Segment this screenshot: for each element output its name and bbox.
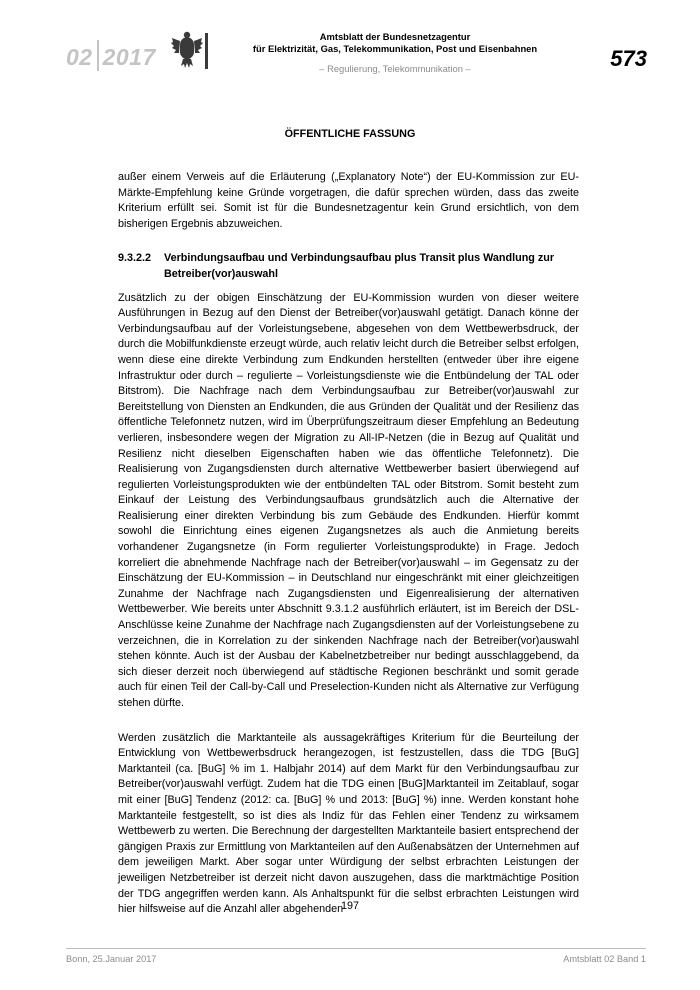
intro-paragraph: außer einem Verweis auf die Erläuterung („Explanatory Note“) der EU-Kommission zur EU-Märkte-Empfehlung keine Gründe vorgetragen, die dafür sprechen würden, dass das zweite Kriterium erfüllt sei. Somit ist für die Bundesnetzagentur kein Grund ersichtlich, von dem bisherigen Ergebnis abzuweichen. — [118, 171, 579, 230]
section-title: Verbindungsaufbau und Verbindungsaufbau plus Transit plus Wandlung zur Betreiber(vor)auswahl — [164, 252, 555, 280]
folio-number: 197 — [340, 900, 359, 912]
section-number: 9.3.2.2 — [118, 252, 152, 265]
publication-title: Amtsblatt der Bundesnetzagentur — [319, 31, 471, 42]
section-label: – Regulierung, Telekommunikation – — [319, 63, 471, 74]
issue-year: 2017 — [102, 44, 156, 70]
publication-subtitle: für Elektrizität, Gas, Telekommunikation, Post und Eisenbahnen — [252, 43, 538, 54]
issue-separator — [97, 40, 99, 71]
page-number: 573 — [610, 46, 647, 71]
issue-label — [66, 40, 156, 71]
header-divider — [205, 33, 208, 69]
federal-eagle-logo — [170, 30, 204, 70]
footer-place-date: Bonn, 25.Januar 2017 — [66, 954, 157, 964]
footer-rule — [66, 948, 646, 949]
section-heading — [118, 251, 579, 282]
body-paragraph-1: Zusätzlich zu der obigen Einschätzung der EU-Kommission wurden von dieser weitere Ausführungen in Bezug auf den Dienst der Betreiber(vor)auswahl getätigt. Danach könne der Verbindungsaufbau auf der Vorleistungsebene, abgesehen von dem Wettbewerbsdruck, der durch die Mobilfunkdienste erzeugt würde, auch relativ leicht durch die Betreiber selbst erfolgen, wenn diese eine direkte Verbindung zum Endkunden herstellten (entweder über ihre eigene Infrastruktur oder durch – regulierte – Vorleistungsdienste wie die Entbündelung der TAL oder Bitstrom). Die Nachfrage nach dem Verbindungsaufbau zur Betreiber(vor)auswahl zur Bereitstellung von Diensten an Endkunden, die aus Gründen der Qualität und der Resilienz das öffentliche Telefonnetz nutzen, wird im Überprüfungszeitraum dieser Empfehlung an Bedeutung verlieren, insbesondere wegen der Migration zu All-IP-Netzen (die in Bezug auf Qualität und Resilienz nicht dieselben Eigenschaften haben wie das öffentliche Telefonnetz). Die Realisierung von Zugangsdiensten durch alternative Wettbewerber basiert überwiegend auf regulierten Vorleistungsprodukten wie der entbündelten TAL oder Bitstrom. Somit besteht zum Einkauf der Leistung des Verbindungsaufbaus grundsätzlich auch die Alternative der Realisierung einer direkten Verbindung bis zum Gebäude des Endkunden. Hierfür kommt sowohl die Einrichtung eines eigenen Zugangsnetzes als auch die Anmietung bereits vorhandener Zugangsnetze (in Form regulierter Vorleistungsprodukte) in Frage. Jedoch korreliert die abnehmende Nachfrage nach der Betreiber(vor)auswahl – im Gegensatz zu der Einschätzung der EU-Kommission – in Deutschland nur eingeschränkt mit einer gleichzeitigen Zunahme der Nachfrage nach Zugangsdiensten und Eigenrealisierung der alternativen Wettbewerber. Wie bereits unter Abschnitt 9.3.1.2 ausführlich erläutert, ist im Bereich der DSL-Anschlüsse keine Zunahme der Nachfrage nach Zugangsdiensten auf der Vorleistungsebene zu verzeichnen, die in Korrelation zu der sinkenden Nachfrage nach der Betreiber(vor)auswahl stehen könnte. Auch ist der Ausbau der Kabelnetzbetreiber nur bedingt ausschlaggebend, da sich dieser derzeit noch überwiegend auf städtische Regionen beschränkt und somit gerade auch für einen Teil der Call-by-Call und Preselection-Kunden nicht als Alternative zur Verfügung stehen dürfte. — [118, 291, 579, 709]
document-body — [118, 170, 579, 918]
footer-reference: Amtsblatt 02 Band 1 — [563, 954, 646, 964]
issue-number: 02 — [66, 44, 93, 70]
document-title: ÖFFENTLICHE FASSUNG — [284, 128, 416, 140]
body-paragraph-2: Werden zusätzlich die Marktanteile als aussagekräftiges Kriterium für die Beurteilung der Entwicklung von Wettbewerbsdruck herangezogen, ist festzustellen, dass die TDG [BuG] Marktanteil (ca. [BuG] % im 1. Halbjahr 2014) auf dem Markt für den Verbindungsaufbau zur Betreiber(vor)auswahl verfügt. Zudem hat die TDG einen [BuG]Marktanteil im Zeitablauf, sogar mit einer [BuG] Tendenz (2012: ca. [BuG] % und 2013: [BuG] %) inne. Werden konstant hohe Marktanteile festgestellt, so ist dies als Indiz für das Fehlen einer Tendenz zu wirksamem Wettbewerb zu werten. Die Berechnung der dargestellten Marktanteile basiert entsprechend der gängigen Praxis zur Ermittlung von Marktanteilen auf den Außenabsätzen der Unternehmen auf dem jeweiligen Markt. Aber sogar unter Würdigung der selbst erbrachten Leistungen der jeweiligen Netzbetreiber ist derzeit nicht davon auszugehen, dass die marktmächtige Position der TDG angegriffen werden kann. Als Anhaltspunkt für die selbst erbrachten Leistungen wird hier hilfsweise auf die Anzahl aller abgehenden — [118, 731, 579, 916]
masthead — [230, 31, 560, 75]
